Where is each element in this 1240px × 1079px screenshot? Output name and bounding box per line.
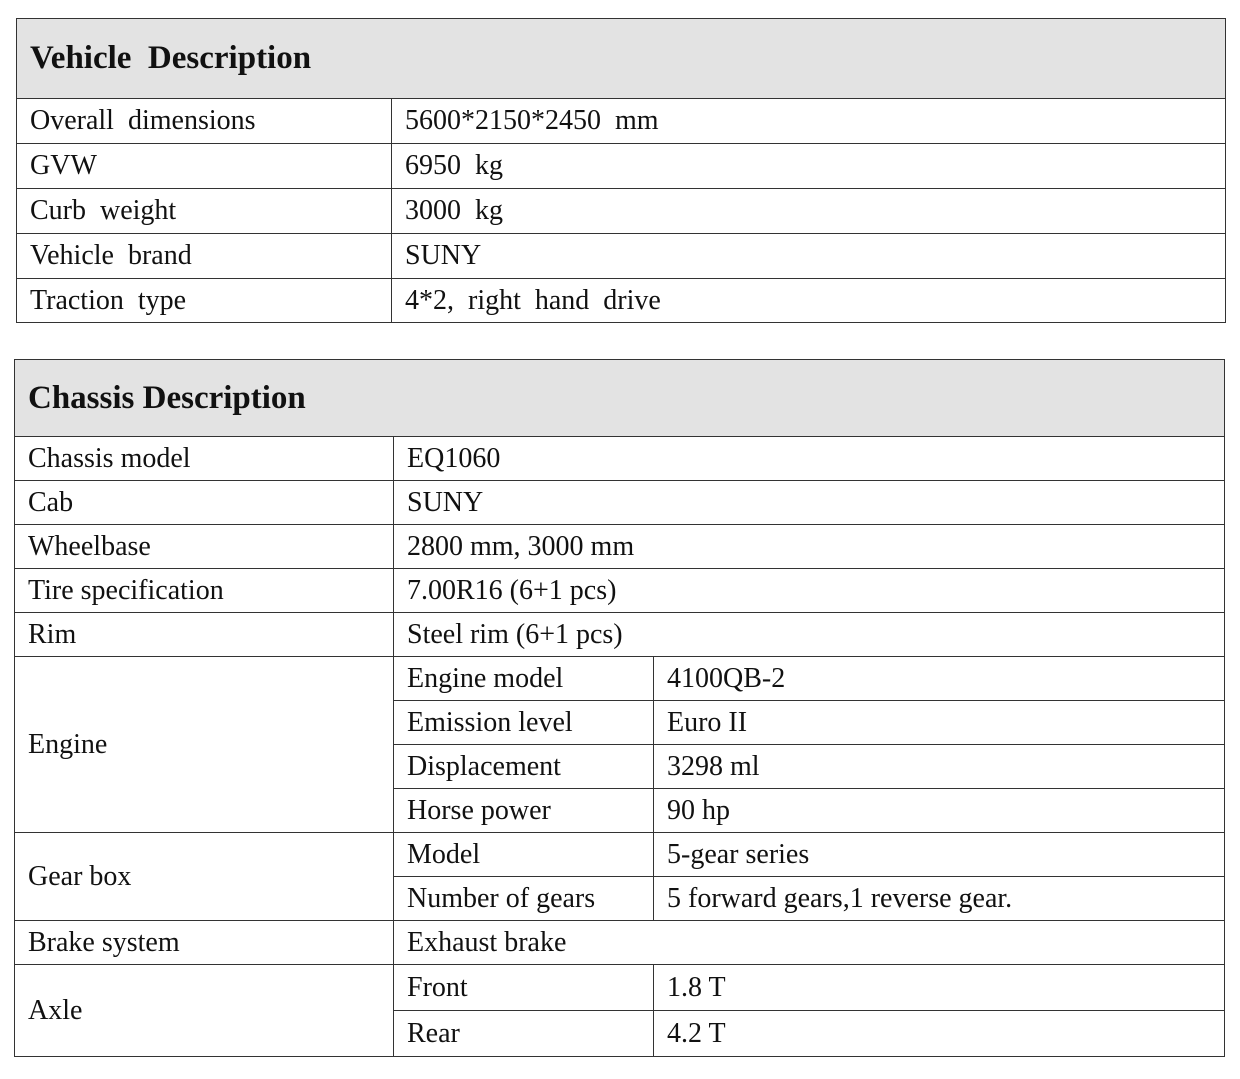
table-row [17,99,1226,144]
row-label: Curb weight [17,189,392,234]
table-row [15,525,1225,569]
row-label: GVW [17,144,392,189]
row-value: 5-gear series [654,833,1225,877]
row-sublabel: Front [394,965,654,1011]
row-value: 4*2, right hand drive [392,279,1226,323]
row-label: Chassis model [15,437,394,481]
chassis-description-table [14,359,1225,1057]
row-value: 5600*2150*2450 mm [392,99,1226,144]
row-sublabel: Displacement [394,745,654,789]
table-row [15,437,1225,481]
row-sublabel: Horse power [394,789,654,833]
table-row [15,921,1225,965]
gearbox-group-label: Gear box [15,833,394,921]
row-label: Wheelbase [15,525,394,569]
row-value: SUNY [394,481,1225,525]
row-value: Steel rim (6+1 pcs) [394,613,1225,657]
row-value: SUNY [392,234,1226,279]
row-value: 3298 ml [654,745,1225,789]
row-sublabel: Emission level [394,701,654,745]
table-row [15,481,1225,525]
row-value: 90 hp [654,789,1225,833]
row-sublabel: Engine model [394,657,654,701]
row-label: Overall dimensions [17,99,392,144]
row-label: Vehicle brand [17,234,392,279]
vehicle-description-table [16,18,1226,323]
row-label: Brake system [15,921,394,965]
row-value: EQ1060 [394,437,1225,481]
row-value: 6950 kg [392,144,1226,189]
row-value: 3000 kg [392,189,1226,234]
vehicle-description-title: Vehicle Description [17,19,1226,99]
row-sublabel: Model [394,833,654,877]
table-row [17,234,1226,279]
row-label: Rim [15,613,394,657]
row-sublabel: Rear [394,1011,654,1057]
row-value: Euro II [654,701,1225,745]
row-label: Traction type [17,279,392,323]
engine-group-label: Engine [15,657,394,833]
row-label: Tire specification [15,569,394,613]
table-row [15,965,1225,1011]
row-label: Cab [15,481,394,525]
table-row [15,833,1225,877]
table-row [15,613,1225,657]
row-sublabel: Number of gears [394,877,654,921]
table-row [15,569,1225,613]
table-row [15,657,1225,701]
row-value: 1.8 T [654,965,1225,1011]
row-value: 2800 mm, 3000 mm [394,525,1225,569]
chassis-description-title: Chassis Description [15,360,1225,437]
row-value: 4100QB-2 [654,657,1225,701]
table-row [17,279,1226,323]
axle-group-label: Axle [15,965,394,1057]
row-value: 7.00R16 (6+1 pcs) [394,569,1225,613]
table-row [17,144,1226,189]
row-value: 4.2 T [654,1011,1225,1057]
row-value: 5 forward gears,1 reverse gear. [654,877,1225,921]
table-row [17,189,1226,234]
row-value: Exhaust brake [394,921,1225,965]
